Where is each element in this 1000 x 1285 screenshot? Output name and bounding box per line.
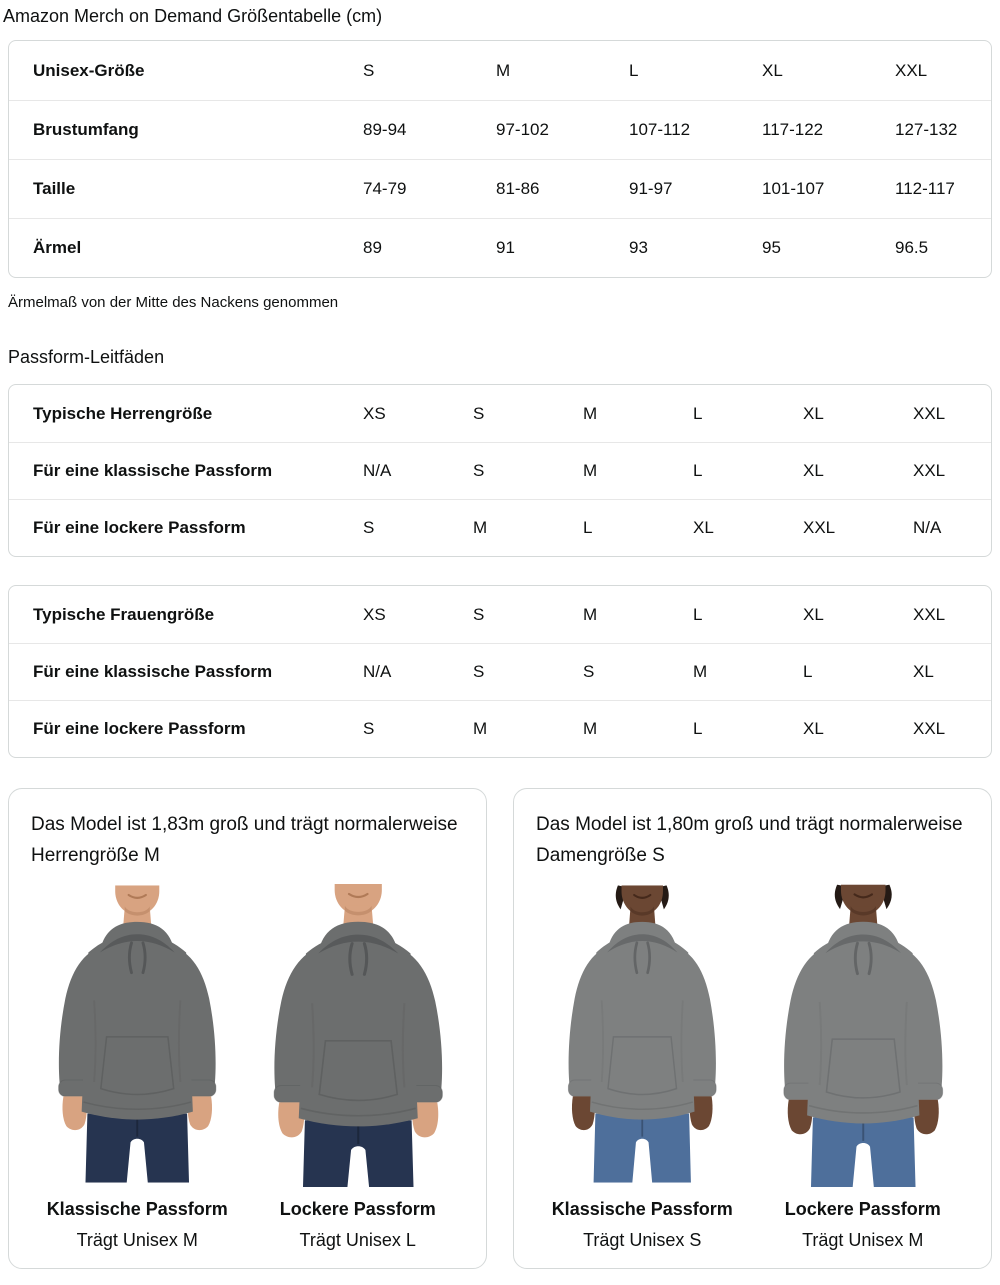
model-description: Das Model ist 1,83m groß und trägt normalerweise Herrengröße M: [31, 814, 458, 866]
size-cell: L: [693, 719, 703, 738]
size-cell: S: [473, 662, 485, 681]
size-cell: S: [583, 662, 595, 681]
size-cell: XL: [693, 518, 714, 537]
size-cell: M: [583, 461, 598, 480]
size-cell: S: [473, 461, 485, 480]
female-classic-fit-photo: [532, 881, 753, 1187]
unisex-size-table: [8, 40, 992, 278]
size-cell: M: [473, 518, 488, 537]
fit-caption: Lockere Passform: [784, 1199, 941, 1219]
size-cell: 81-86: [496, 179, 540, 198]
table-row: [9, 385, 991, 442]
size-cell: N/A: [913, 518, 942, 537]
size-cell: XXL: [803, 518, 836, 537]
size-cell: XXL: [913, 403, 946, 423]
row-label: Brustumfang: [33, 120, 139, 139]
women-fit-table: [8, 585, 992, 758]
table-row: [9, 700, 991, 757]
size-cell: L: [693, 604, 703, 624]
row-label: Typische Frauengröße: [33, 604, 215, 624]
row-label: Für eine klassische Passform: [33, 662, 273, 681]
size-cell: L: [693, 461, 703, 480]
size-cell: XXL: [913, 719, 946, 738]
size-caption: Trägt Unisex S: [583, 1230, 702, 1250]
sleeve-measure-note: Ärmelmaß von der Mitte des Nackens genommen: [8, 294, 339, 311]
size-cell: N/A: [363, 461, 392, 480]
size-cell: S: [363, 719, 375, 738]
female-classic-fit-figure: [532, 881, 753, 1252]
fit-caption: Lockere Passform: [279, 1199, 436, 1219]
size-cell: 107-112: [629, 120, 691, 139]
row-label: Typische Herrengröße: [33, 403, 213, 423]
table-row: [9, 586, 991, 643]
size-cell: 95: [762, 238, 781, 257]
size-cell: XXL: [913, 604, 946, 624]
size-cell: 89: [363, 238, 382, 257]
size-cell: 93: [629, 238, 648, 257]
size-caption: Trägt Unisex L: [299, 1230, 416, 1250]
size-cell: 101-107: [762, 179, 825, 198]
size-cell: XL: [913, 662, 934, 681]
column-header: XXL: [895, 60, 928, 80]
size-cell: 89-94: [363, 120, 407, 139]
size-cell: 117-122: [762, 120, 824, 139]
table-row: [9, 159, 991, 218]
size-cell: 127-132: [895, 120, 958, 139]
men-fit-table: [8, 384, 992, 557]
size-cell: XL: [803, 461, 824, 480]
table-row: [9, 499, 991, 556]
row-label: Ärmel: [33, 238, 82, 257]
model-description: Das Model ist 1,80m groß und trägt normalerweise Damengröße S: [536, 814, 963, 866]
column-header: S: [363, 60, 375, 80]
size-cell: L: [583, 518, 593, 537]
male-loose-fit-photo: [248, 881, 469, 1187]
male-classic-fit-photo: [27, 881, 248, 1187]
fit-guides-section-title: Passform-Leitfäden: [8, 347, 165, 367]
size-cell: XS: [363, 403, 386, 423]
male-classic-fit-figure: [27, 881, 248, 1252]
size-cell: 91-97: [629, 179, 673, 198]
male-loose-fit-figure: [248, 881, 469, 1252]
size-cell: 74-79: [363, 179, 407, 198]
female-model-card: [513, 788, 992, 1269]
row-label: Für eine klassische Passform: [33, 461, 273, 480]
size-cell: M: [583, 719, 598, 738]
row-label: Für eine lockere Passform: [33, 518, 246, 537]
size-cell: XL: [803, 604, 824, 624]
size-cell: S: [473, 403, 485, 423]
column-header: M: [496, 60, 511, 80]
column-header: L: [629, 60, 639, 80]
female-loose-fit-photo: [753, 881, 974, 1187]
table-row: [9, 643, 991, 700]
size-cell: XS: [363, 604, 386, 624]
size-cell: 112-117: [895, 179, 955, 198]
size-cell: 96.5: [895, 238, 929, 257]
fit-caption: Klassische Passform: [551, 1199, 733, 1219]
size-cell: 97-102: [496, 120, 549, 139]
size-cell: M: [583, 604, 598, 624]
size-cell: S: [473, 604, 485, 624]
female-loose-fit-figure: [753, 881, 974, 1252]
size-cell: XXL: [913, 461, 946, 480]
size-cell: S: [363, 518, 375, 537]
size-cell: M: [473, 719, 488, 738]
size-cell: M: [693, 662, 708, 681]
row-label: Für eine lockere Passform: [33, 719, 246, 738]
row-label: Unisex-Größe: [33, 60, 145, 80]
table-row: [9, 100, 991, 159]
page-title: Amazon Merch on Demand Größentabelle (cm): [3, 6, 383, 26]
size-cell: L: [803, 662, 813, 681]
fit-caption: Klassische Passform: [46, 1199, 228, 1219]
size-cell: M: [583, 403, 598, 423]
table-header-row: [9, 41, 991, 100]
model-figures: [532, 881, 973, 1252]
size-cell: N/A: [363, 662, 392, 681]
model-cards-row: [8, 788, 992, 1269]
size-cell: 91: [496, 238, 515, 257]
size-cell: L: [693, 403, 703, 423]
size-caption: Trägt Unisex M: [76, 1230, 198, 1250]
table-row: [9, 442, 991, 499]
size-cell: XL: [803, 403, 824, 423]
row-label: Taille: [33, 179, 76, 198]
column-header: XL: [762, 60, 783, 80]
size-caption: Trägt Unisex M: [802, 1230, 924, 1250]
model-figures: [27, 881, 468, 1252]
table-row: [9, 218, 991, 277]
size-cell: XL: [803, 719, 824, 738]
male-model-card: [8, 788, 487, 1269]
